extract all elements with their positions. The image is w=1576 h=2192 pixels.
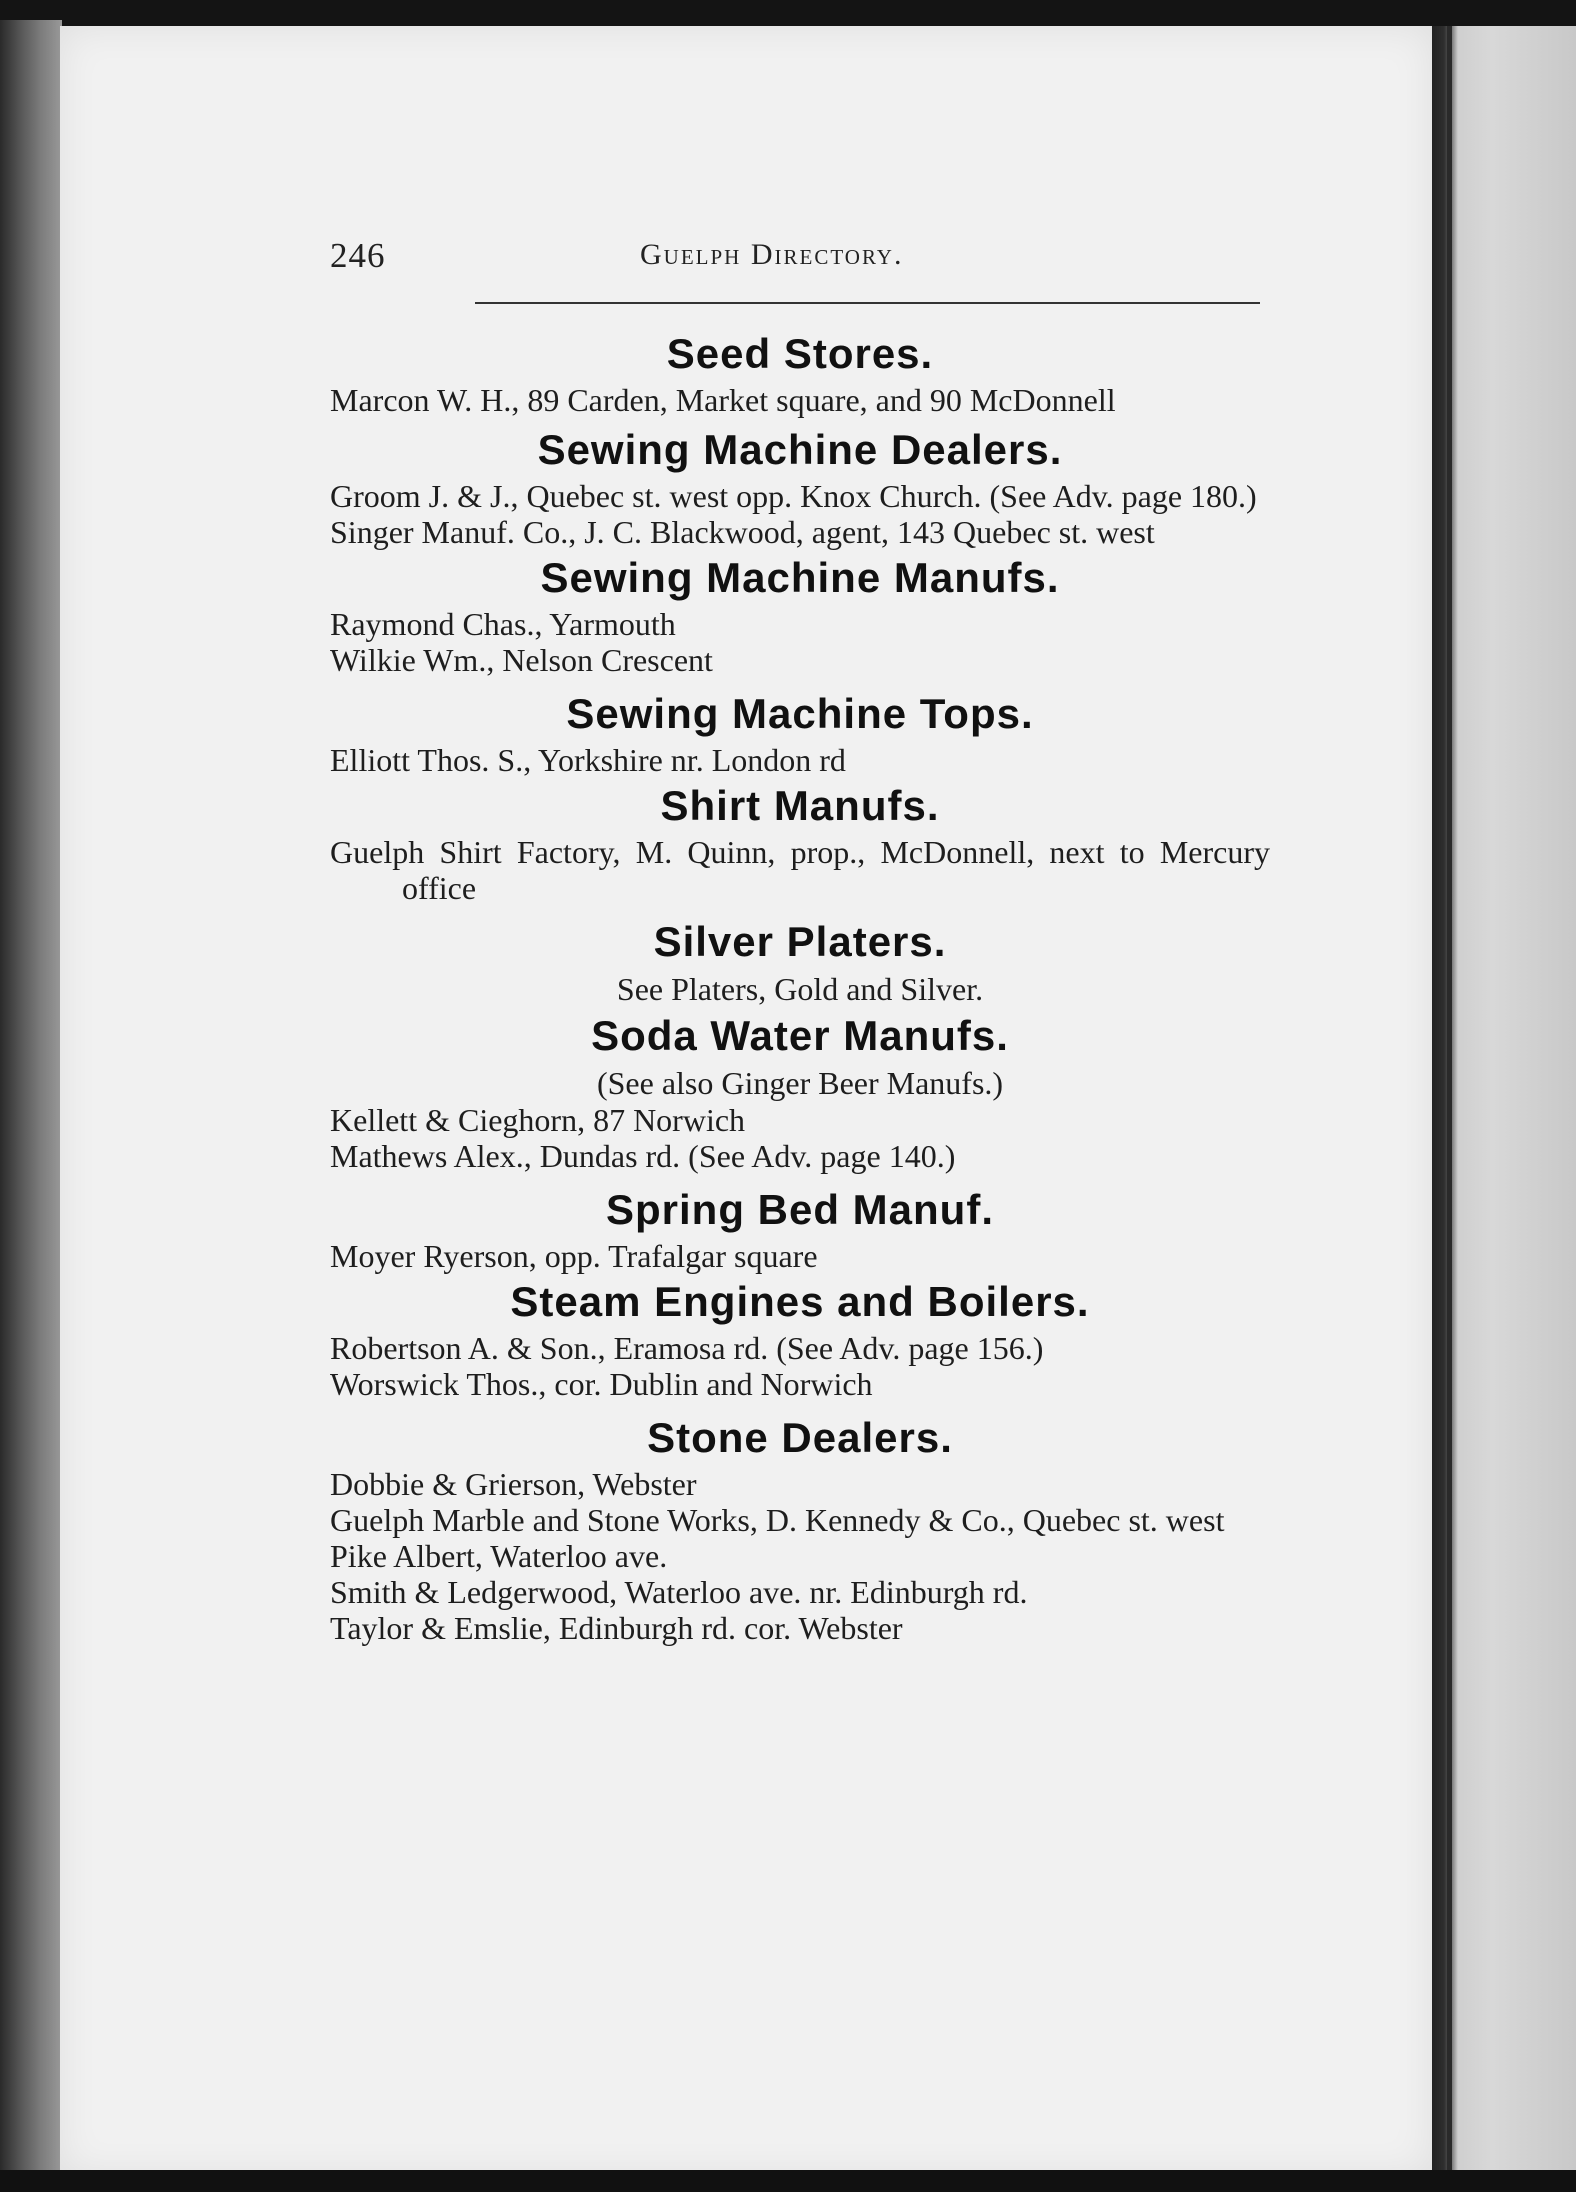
directory-entry: Dobbie & Grierson, Webster: [330, 1466, 697, 1502]
directory-entry: Marcon W. H., 89 Carden, Market square, and 90 McDonnell: [330, 382, 1116, 418]
directory-entry: Elliott Thos. S., Yorkshire nr. London rd: [330, 742, 846, 778]
running-title: Guelph Directory.: [640, 238, 904, 271]
directory-listing: [330, 326, 1270, 1646]
gutter-line: [1447, 26, 1452, 2176]
directory-entry: Guelph Marble and Stone Works, D. Kennedy & Co., Quebec st. west: [330, 1502, 1225, 1538]
section-heading: Steam Engines and Boilers.: [510, 1278, 1090, 1325]
scan-top-border: [0, 0, 1576, 26]
directory-entry: Moyer Ryerson, opp. Trafalgar square: [330, 1238, 818, 1274]
directory-entry: Guelph Shirt Factory, M. Quinn, prop., McDonnell, next to Mercury office: [330, 834, 1270, 906]
section-spring-bed-manuf: [330, 1182, 1270, 1274]
directory-entry: Singer Manuf. Co., J. C. Blackwood, agent, 143 Quebec st. west: [330, 514, 1155, 550]
section-sewing-machine-tops: [330, 686, 1270, 778]
directory-entry: Kellett & Cieghorn, 87 Norwich: [330, 1102, 746, 1138]
spacer: [330, 906, 1270, 914]
directory-entry: Robertson A. & Son., Eramosa rd. (See Adv. page 156.): [330, 1330, 1044, 1366]
section-shirt-manufs: [330, 778, 1270, 906]
section-heading: Shirt Manufs.: [660, 782, 940, 829]
facing-page-edge: [1432, 26, 1576, 2176]
section-seed-stores: [330, 326, 1270, 418]
section-heading: Stone Dealers.: [647, 1414, 953, 1461]
cross-reference-note: See Platers, Gold and Silver.: [616, 971, 984, 1007]
directory-entry: Smith & Ledgerwood, Waterloo ave. nr. Edinburgh rd.: [330, 1574, 1028, 1610]
section-soda-water-manufs: [330, 1008, 1270, 1174]
directory-entry: Raymond Chas., Yarmouth: [330, 606, 676, 642]
section-heading: Seed Stores.: [666, 330, 934, 377]
page-number: 246: [330, 236, 386, 275]
header-rule: [475, 302, 1260, 304]
directory-entry: Pike Albert, Waterloo ave.: [330, 1538, 668, 1574]
book-spine-edge: [0, 20, 62, 2180]
section-sewing-machine-dealers: [330, 422, 1270, 550]
section-stone-dealers: [330, 1410, 1270, 1646]
directory-entry: Worswick Thos., cor. Dublin and Norwich: [330, 1366, 873, 1402]
section-silver-platers: [330, 914, 1270, 1008]
section-heading: Silver Platers.: [653, 918, 947, 965]
spacer: [330, 678, 1270, 686]
directory-entry: Groom J. & J., Quebec st. west opp. Knox Church. (See Adv. page 180.): [330, 478, 1257, 514]
page-header: [330, 228, 1260, 284]
spacer: [330, 1402, 1270, 1410]
spacer: [330, 1174, 1270, 1182]
cross-reference-note: (See also Ginger Beer Manufs.): [596, 1065, 1004, 1101]
section-sewing-machine-manufs: [330, 550, 1270, 678]
directory-entry: Wilkie Wm., Nelson Crescent: [330, 642, 713, 678]
section-steam-engines-and-boilers: [330, 1274, 1270, 1402]
section-heading: Sewing Machine Dealers.: [537, 426, 1063, 473]
section-heading: Spring Bed Manuf.: [606, 1186, 994, 1233]
section-heading: Soda Water Manufs.: [591, 1012, 1009, 1059]
directory-entry: Taylor & Emslie, Edinburgh rd. cor. Webster: [330, 1610, 903, 1646]
section-heading: Sewing Machine Tops.: [566, 690, 1034, 737]
section-heading: Sewing Machine Manufs.: [540, 554, 1060, 601]
directory-entry: Mathews Alex., Dundas rd. (See Adv. page 140.): [330, 1138, 956, 1174]
scan-bottom-border: [0, 2170, 1576, 2192]
